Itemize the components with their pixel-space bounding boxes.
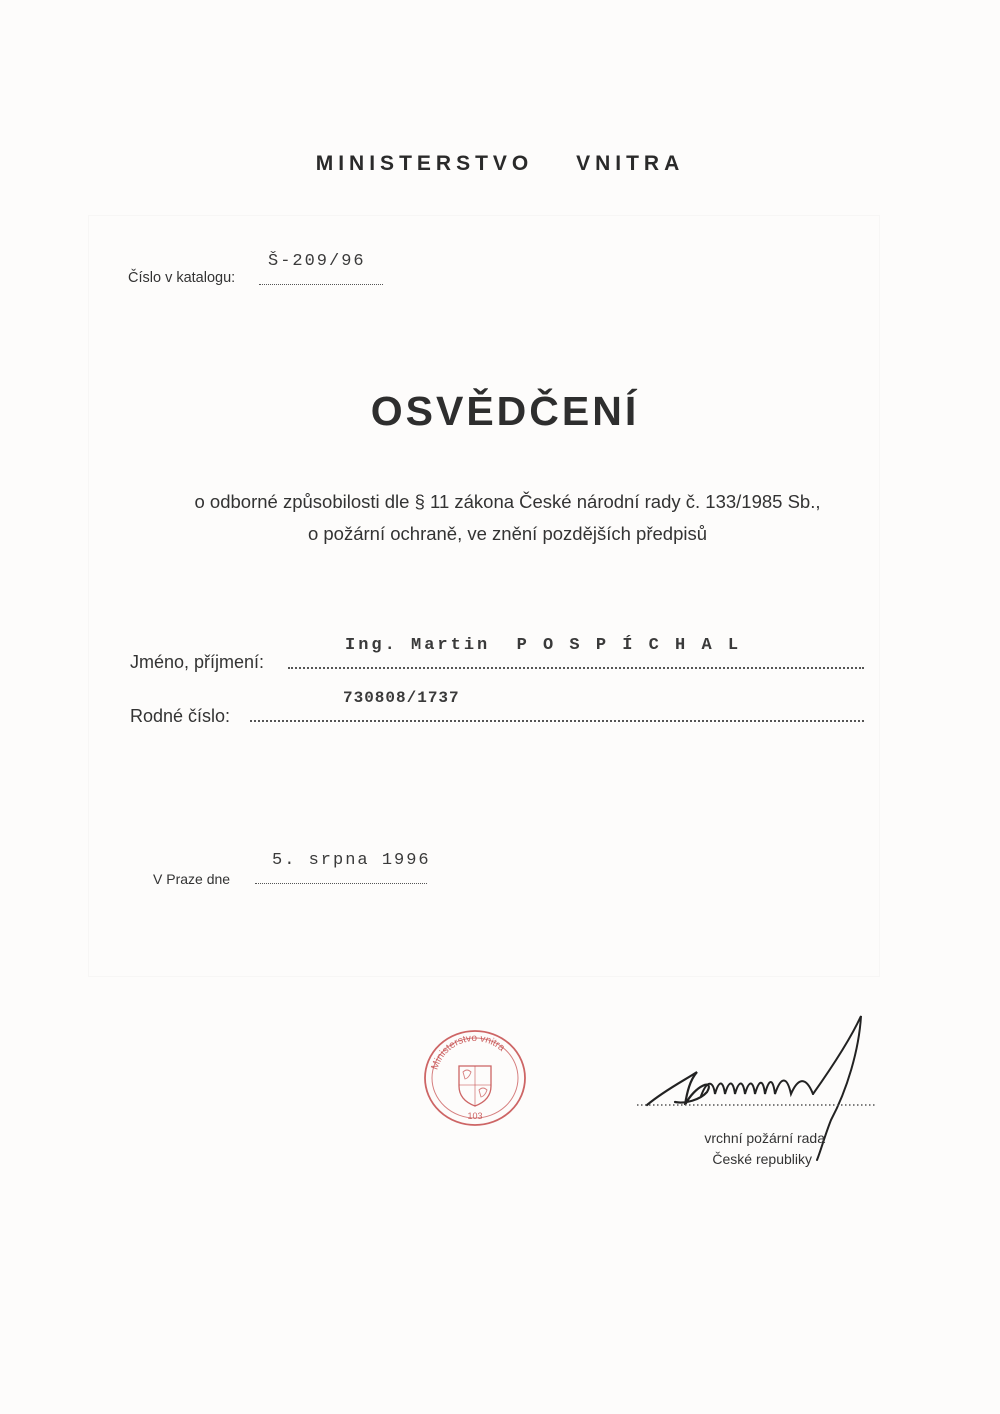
ministry-seal-stamp (422, 1028, 528, 1128)
signatory-role-line-2: České republiky (712, 1151, 812, 1167)
catalog-dotted-line (259, 284, 383, 285)
ministry-word-2: VNITRA (576, 152, 685, 175)
birth-number-value: 730808/1737 (343, 689, 460, 707)
subtitle-line-1: o odborné způsobilosti dle § 11 zákona České národní rady č. 133/1985 Sb., (194, 491, 821, 512)
catalog-number: Š-209/96 (268, 252, 366, 271)
signatory-role-line-1: vrchní požární rada (704, 1130, 825, 1146)
subtitle-line-2: o požární ochraně, ve znění pozdějších předpisů (307, 523, 708, 544)
handwritten-signature (635, 1010, 875, 1170)
ministry-header (0, 152, 1000, 176)
date-label: V Praze dne (153, 871, 231, 887)
document-title: OSVĚDČENÍ (370, 388, 640, 434)
date-dotted-line (255, 883, 427, 884)
name-value: Ing. Martin P O S P Í C H A L (345, 636, 742, 655)
seal-text: Ministerstvo vnitra (429, 1032, 507, 1072)
date-value: 5. srpna 1996 (272, 851, 431, 870)
name-dotted-line (288, 667, 864, 669)
birth-number-dotted-line (250, 720, 864, 722)
seal-number: 103 (467, 1111, 483, 1121)
birth-number-label: Rodné číslo: (130, 706, 231, 726)
ministry-word-1: MINISTERSTVO (315, 152, 534, 175)
name-label: Jméno, příjmení: (130, 652, 265, 672)
catalog-label: Číslo v katalogu: (128, 270, 236, 286)
background-watermark (88, 215, 880, 977)
